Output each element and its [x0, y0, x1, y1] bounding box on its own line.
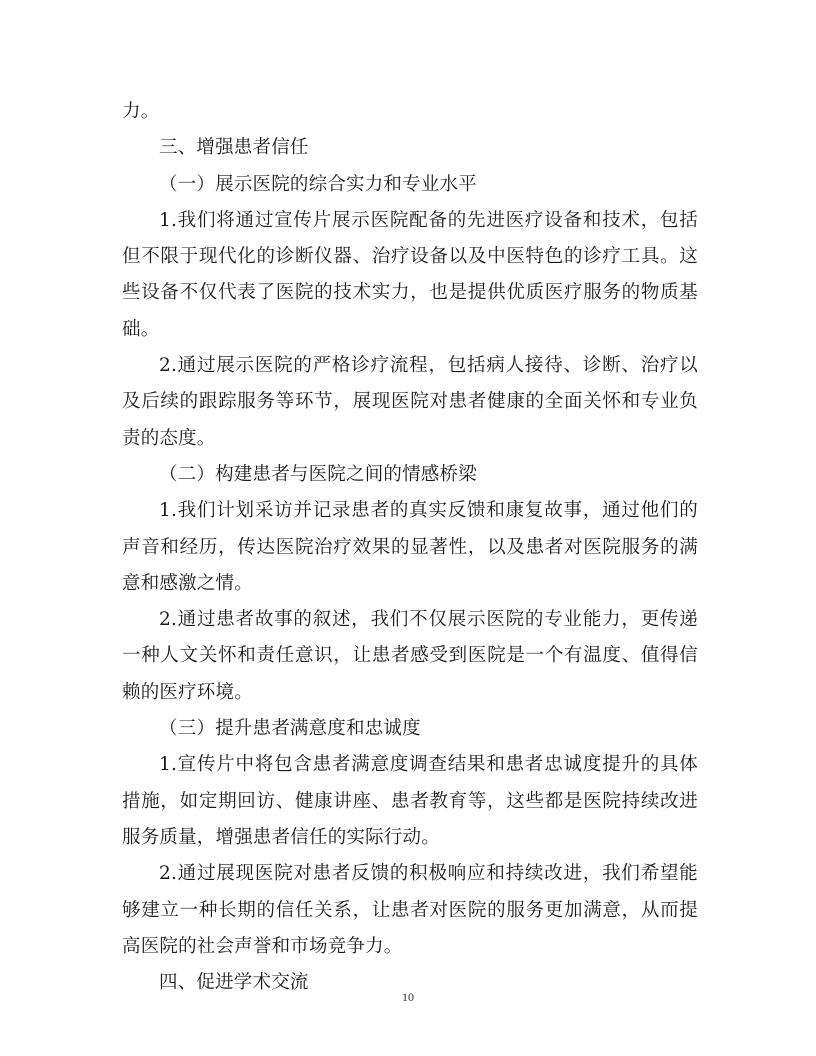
paragraph: 2.通过患者故事的叙述，我们不仅展示医院的专业能力，更传递一种人文关怀和责任意识，让患者感受到医院是一个有温度、值得信赖的医疗环境。 — [122, 609, 698, 703]
paragraph: 2.通过展示医院的严格诊疗流程，包括病人接待、诊断、治疗以及后续的跟踪服务等环节，展现医院对患者健康的全面关怀和专业负责的态度。 — [122, 355, 698, 449]
continuation-text: 力。 — [122, 101, 160, 122]
paragraph: 1.我们将通过宣传片展示医院配备的先进医疗设备和技术，包括但不限于现代化的诊断仪器、治疗设备以及中医特色的诊疗工具。这些设备不仅代表了医院的技术实力，也是提供优质医疗服务的物质基础。 — [122, 209, 698, 340]
subsection-heading-3: （三）提升患者满意度和忠诚度 — [159, 718, 421, 740]
paragraph: 2.通过展现医院对患者反馈的积极响应和持续改进，我们希望能够建立一种长期的信任关系，让患者对医院的服务更加满意，从而提高医院的社会声誉和市场竞争力。 — [122, 863, 698, 957]
paragraph: 1.宣传片中将包含患者满意度调查结果和患者忠诚度提升的具体措施，如定期回访、健康讲座、患者教育等，这些都是医院持续改进服务质量，增强患者信任的实际行动。 — [122, 754, 698, 848]
subsection-heading-1: （一）展示医院的综合实力和专业水平 — [159, 173, 477, 195]
page-number: 10 — [402, 990, 414, 1004]
document-body — [122, 94, 698, 1001]
subsection-heading-2: （二）构建患者与医院之间的情感桥梁 — [159, 463, 477, 485]
paragraph: 1.我们计划采访并记录患者的真实反馈和康复故事，通过他们的声音和经历，传达医院治疗效果的显著性，以及患者对医院服务的满意和感激之情。 — [122, 500, 698, 594]
section-heading-3: 三、增强患者信任 — [159, 137, 309, 159]
section-heading-4: 四、促进学术交流 — [159, 972, 309, 994]
